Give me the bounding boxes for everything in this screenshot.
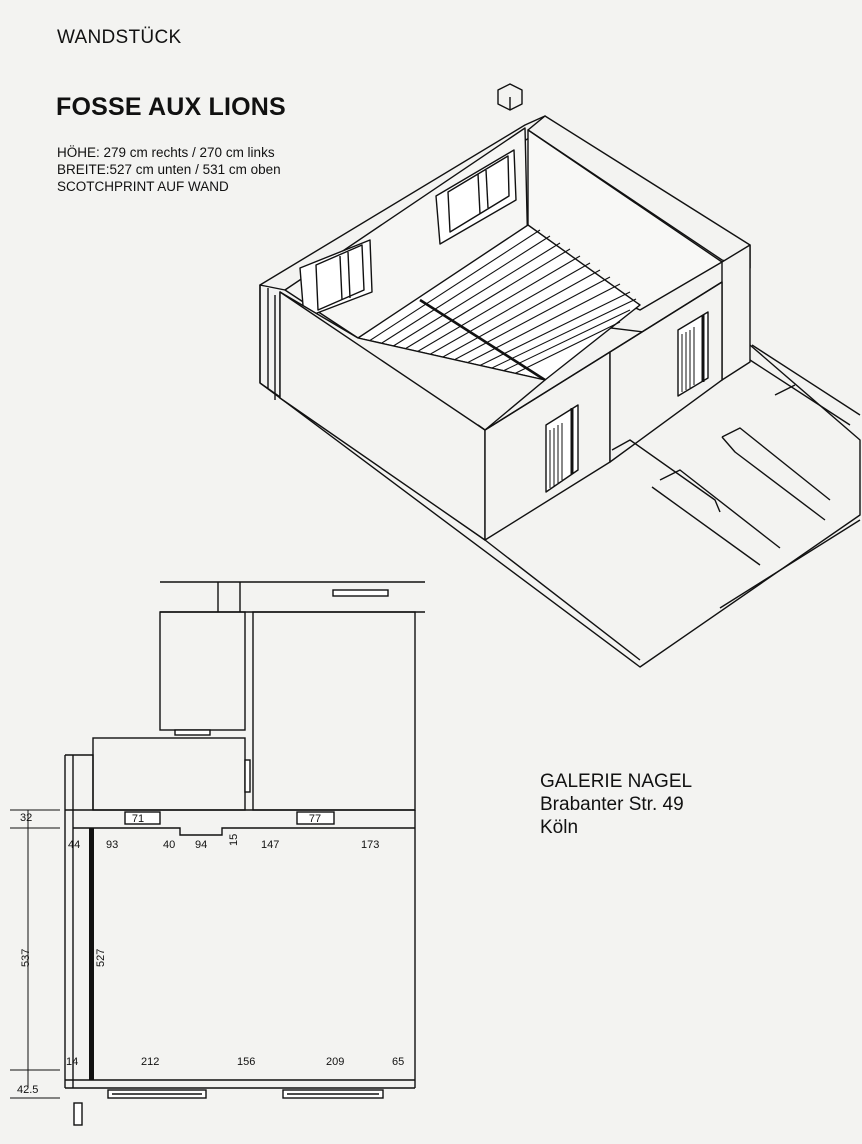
door-label-71: 71 xyxy=(131,813,145,825)
top-dimension: 15 xyxy=(228,833,240,846)
top-dimension: 44 xyxy=(68,839,81,851)
gallery-city: Köln xyxy=(540,817,579,838)
bottom-dimension: 212 xyxy=(141,1056,160,1068)
floor-plan xyxy=(10,582,425,1125)
bottom-dimension: 209 xyxy=(326,1056,345,1068)
spec-width: BREITE:527 cm unten / 531 cm oben xyxy=(57,162,281,177)
gallery-street: Brabanter Str. 49 xyxy=(540,794,684,815)
isometric-drawing xyxy=(260,84,860,667)
bottom-dimension: 65 xyxy=(392,1056,405,1068)
side-dimension: 32 xyxy=(20,812,33,824)
artwork-wall-length: 527 xyxy=(95,948,107,967)
top-dimension: 173 xyxy=(361,839,380,851)
bottom-dimension: 14 xyxy=(66,1056,79,1068)
top-dimension: 147 xyxy=(261,839,280,851)
top-dimension: 40 xyxy=(163,839,176,851)
gallery-name: GALERIE NAGEL xyxy=(540,771,693,792)
bottom-dimension: 156 xyxy=(237,1056,256,1068)
door-label-77: 77 xyxy=(308,813,322,825)
top-dimension: 94 xyxy=(195,839,208,851)
artwork-title: FOSSE AUX LIONS xyxy=(56,93,286,121)
artwork-type-label: WANDSTÜCK xyxy=(57,27,182,48)
spec-height: HÖHE: 279 cm rechts / 270 cm links xyxy=(57,145,275,160)
side-dimension: 537 xyxy=(20,948,32,967)
spec-technique: SCOTCHPRINT AUF WAND xyxy=(57,179,229,194)
gallery-address xyxy=(540,770,692,839)
top-dimension: 93 xyxy=(106,839,119,851)
side-dimension: 42.5 xyxy=(17,1084,39,1096)
